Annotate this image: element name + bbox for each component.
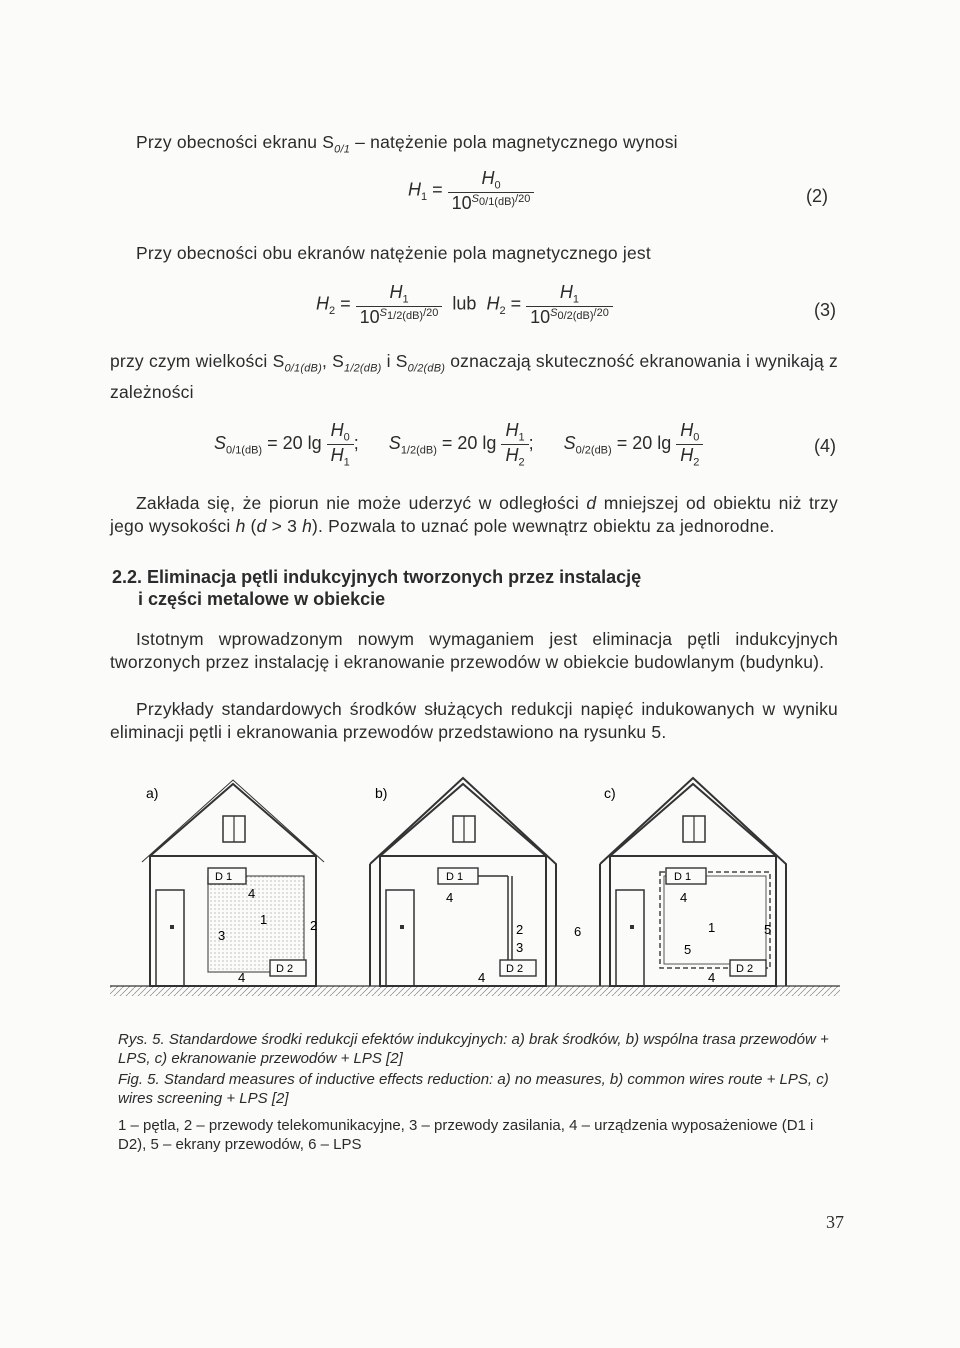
paragraph-assumption: Zakłada się, że piorun nie może uderzyć w odległości d mniejszej od obiektu niż trzy jego wysokości h (d > 3 h). Pozwala to uznać pole wewnątrz obiektu za jednorodne. xyxy=(110,493,838,536)
svg-text:2: 2 xyxy=(516,922,524,937)
svg-text:D 2: D 2 xyxy=(736,963,754,975)
svg-text:4: 4 xyxy=(238,970,246,985)
equation-number-4: (4) xyxy=(814,436,836,456)
equation-number-3: (3) xyxy=(814,300,836,320)
loop-area-a xyxy=(208,876,304,972)
svg-text:5: 5 xyxy=(764,922,772,937)
section-title-line-1: Eliminacja pętli indukcyjnych tworzonych przez instalację xyxy=(147,567,642,587)
figure-caption-english: Fig. 5. Standard measures of inductive effects reduction: a) no measures, b) common wires route + LPS, c) wires screening + LPS [2] xyxy=(118,1071,829,1107)
door-c xyxy=(616,890,644,986)
figure-5-houses xyxy=(110,772,840,1012)
svg-text:D 1: D 1 xyxy=(446,871,464,883)
section-title-line-2: i części metalowe w obiekcie xyxy=(138,589,386,609)
equation-4: $S_{0/1(dB)} = 20$ lg $\frac{H_0}{H_1}$ ; $S_{1/2(dB)} = 20$ lg $\frac{H_1}{H_2}$ ; $S_{0/2(dB)} = 20$ lg $\frac{H_0}{H_2}$ xyxy=(214,420,703,468)
svg-text:1: 1 xyxy=(708,920,716,935)
door-b xyxy=(386,890,414,986)
equation-number-2: (2) xyxy=(806,186,828,206)
panel-label-a: a) xyxy=(146,785,159,801)
roof-c xyxy=(610,784,776,856)
page-number: 37 xyxy=(826,1212,844,1232)
house-c xyxy=(600,778,786,986)
svg-text:D 1: D 1 xyxy=(674,871,692,883)
svg-text:2: 2 xyxy=(310,918,318,933)
svg-text:4: 4 xyxy=(680,890,688,905)
intro-line-2: Przy obecności obu ekranów natężenie pola magnetycznego jest xyxy=(136,243,651,263)
section-number: 2.2. xyxy=(112,567,143,587)
svg-text:4: 4 xyxy=(446,890,454,905)
paragraph-essential: Istotnym wprowadzonym nowym wymaganiem jest eliminacja pętli indukcyjnych tworzonych przez instalację i ekranowanie przewodów w obiekcie budowlanym (budynku). xyxy=(110,629,838,672)
equation-3: $H_2$ = $\frac{H_1}{10^{S_{1/2(dB)}/20}}$ lub $H_2$ = $\frac{H_1}{10^{S_{0/2(dB)}/20}}$ xyxy=(316,282,613,328)
svg-text:6: 6 xyxy=(574,924,582,939)
door-a xyxy=(156,890,184,986)
svg-text:4: 4 xyxy=(248,886,256,901)
figure-caption-polish: Rys. 5. Standardowe środki redukcji efektów indukcyjnych: a) brak środków, b) wspólna trasa przewodów + LPS, c) ekranowanie przewodów + LPS [2] xyxy=(118,1031,829,1067)
svg-text:3: 3 xyxy=(218,928,226,943)
svg-text:D 1: D 1 xyxy=(215,871,233,883)
roof-a-outer xyxy=(142,780,324,862)
figure-legend: 1 – pętla, 2 – przewody telekomunikacyjne, 3 – przewody zasilania, 4 – urządzenia wyposażeniowe (D1 i D2), 5 – ekrany przewodów, 6 – LPS xyxy=(118,1117,814,1153)
svg-text:3: 3 xyxy=(516,940,524,955)
svg-text:4: 4 xyxy=(478,970,486,985)
equation-2: $H_1$ = $\frac{H_0}{10^{S_{0/1(dB)}/20}}$ xyxy=(408,168,534,214)
svg-text:5: 5 xyxy=(684,942,692,957)
svg-text:D 2: D 2 xyxy=(276,963,294,975)
panel-label-c: c) xyxy=(604,785,616,801)
panel-label-b: b) xyxy=(375,785,388,801)
paragraph-examples: Przykłady standardowych środków służących redukcji napięć indukowanych w wyniku eliminacji pętli i ekranowania przewodów przedstawiono na rysunku 5. xyxy=(110,699,838,742)
house-a xyxy=(142,780,324,986)
roof-b xyxy=(380,784,546,856)
house-b xyxy=(370,778,581,986)
svg-text:D 2: D 2 xyxy=(506,963,524,975)
svg-text:4: 4 xyxy=(708,970,716,985)
section-heading xyxy=(112,566,852,610)
intro-line-1: Przy obecności ekranu $S_{0/1}$ – natężenie pola magnetycznego wynosi xyxy=(136,132,678,156)
svg-text:1: 1 xyxy=(260,912,268,927)
roof-a xyxy=(150,784,316,856)
paragraph-where: przy czym wielkości $S_{0/1(dB)}$, $S_{1/2(dB)}$ i $S_{0/2(dB)}$ oznaczają skuteczność ekranowania i wynikają z zależności xyxy=(110,351,838,402)
ground-hatch xyxy=(110,986,840,996)
